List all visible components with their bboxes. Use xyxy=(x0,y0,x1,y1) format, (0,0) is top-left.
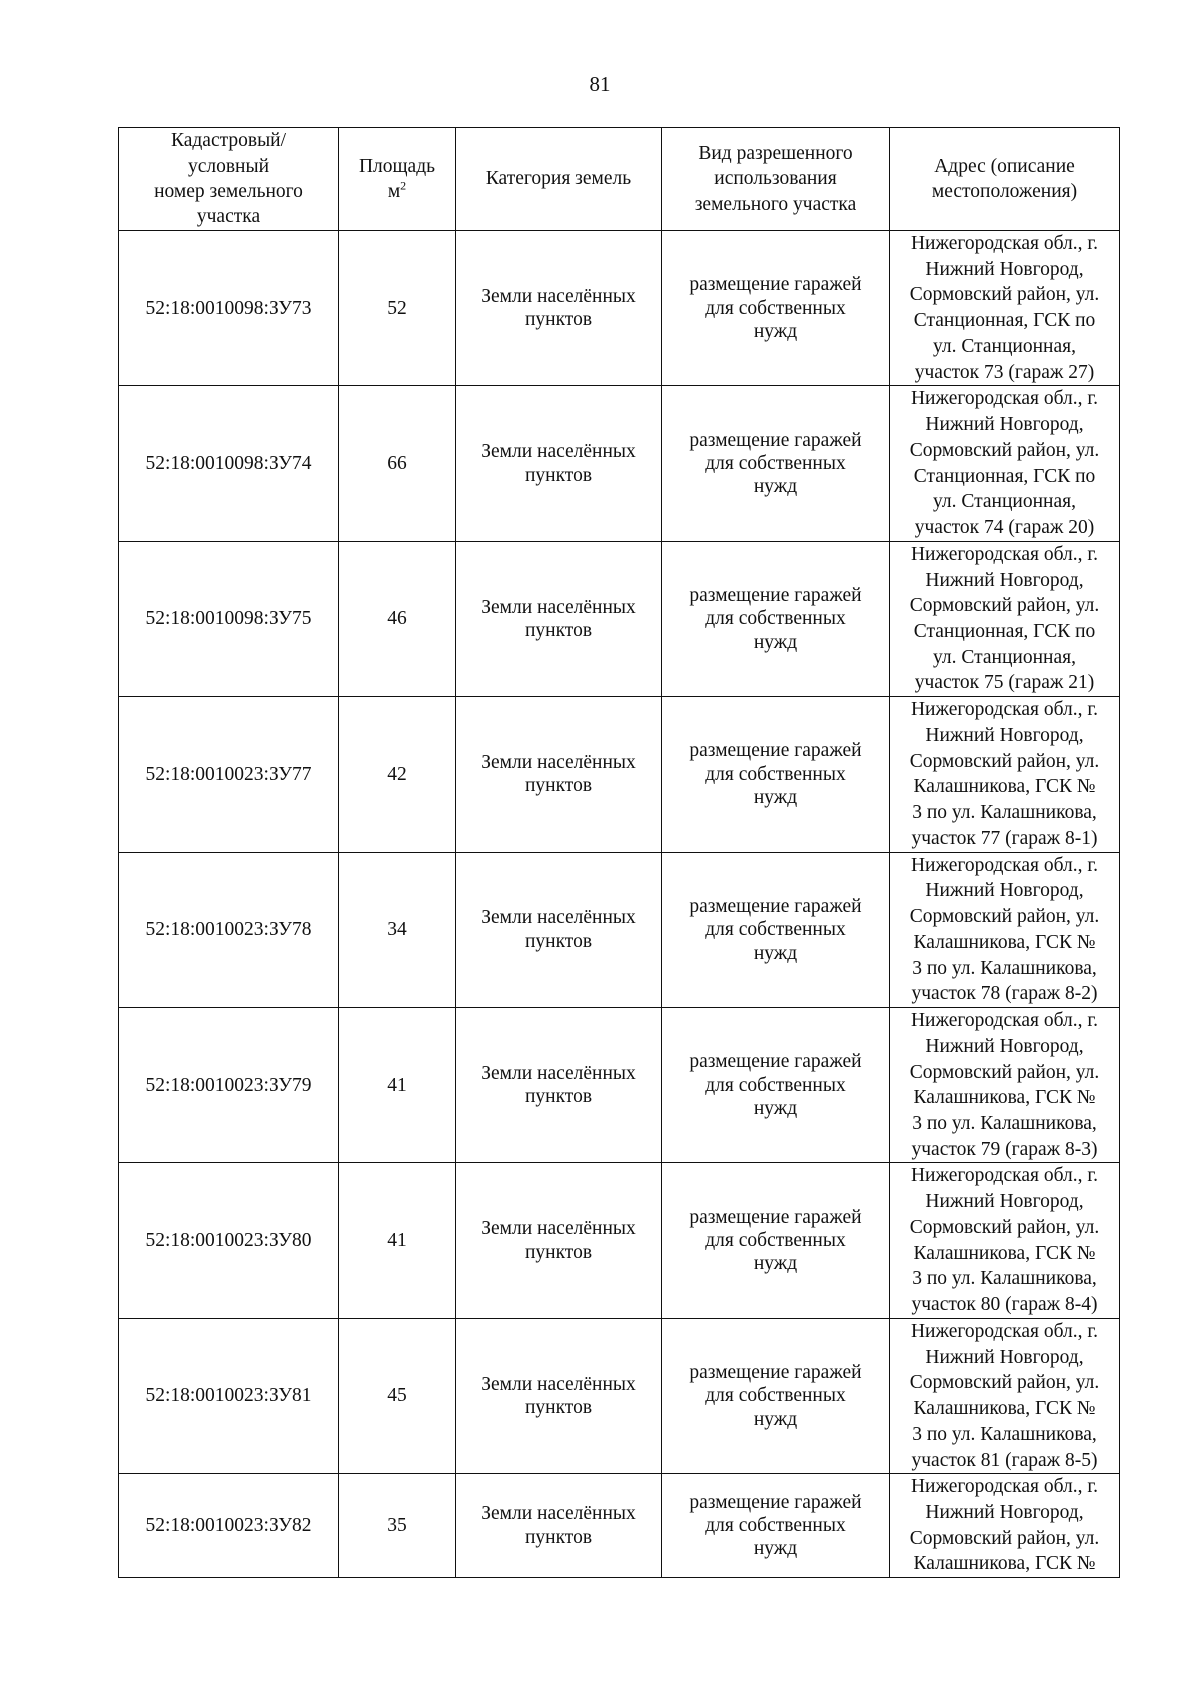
address-cell: Нижегородская обл., г. Нижний Новгород, Сормовский район, ул. Калашникова, ГСК № 3 по ул. Калашникова, участок 78 (гараж 8-2) xyxy=(890,852,1120,1007)
header-land-category: Категория земель xyxy=(456,128,662,231)
table-row xyxy=(119,1163,1120,1318)
permitted-use-cell: размещение гаражей для собственных нужд xyxy=(662,852,890,1007)
land-plots-table xyxy=(118,127,1120,1578)
table-body xyxy=(119,231,1120,1578)
cadastral-number-cell: 52:18:0010023:ЗУ79 xyxy=(119,1008,339,1163)
cadastral-number-cell: 52:18:0010023:ЗУ81 xyxy=(119,1318,339,1473)
area-cell: 41 xyxy=(339,1008,456,1163)
address-cell: Нижегородская обл., г. Нижний Новгород, Сормовский район, ул. Калашникова, ГСК № 3 по ул. Калашникова, участок 81 (гараж 8-5) xyxy=(890,1318,1120,1473)
land-category-cell: Земли населённых пунктов xyxy=(456,386,662,541)
permitted-use-cell: размещение гаражей для собственных нужд xyxy=(662,1474,890,1578)
cadastral-number-cell: 52:18:0010023:ЗУ80 xyxy=(119,1163,339,1318)
cadastral-number-cell: 52:18:0010023:ЗУ78 xyxy=(119,852,339,1007)
address-cell: Нижегородская обл., г. Нижний Новгород, Сормовский район, ул. Станционная, ГСК по ул. Станционная, участок 75 (гараж 21) xyxy=(890,541,1120,696)
address-cell: Нижегородская обл., г. Нижний Новгород, Сормовский район, ул. Станционная, ГСК по ул. Станционная, участок 73 (гараж 27) xyxy=(890,231,1120,386)
address-cell: Нижегородская обл., г. Нижний Новгород, Сормовский район, ул. Калашникова, ГСК № 3 по ул. Калашникова, участок 79 (гараж 8-3) xyxy=(890,1008,1120,1163)
cadastral-number-cell: 52:18:0010023:ЗУ82 xyxy=(119,1474,339,1578)
table-row xyxy=(119,1008,1120,1163)
cadastral-number-cell: 52:18:0010023:ЗУ77 xyxy=(119,697,339,852)
table-row xyxy=(119,697,1120,852)
permitted-use-cell: размещение гаражей для собственных нужд xyxy=(662,231,890,386)
area-cell: 35 xyxy=(339,1474,456,1578)
permitted-use-cell: размещение гаражей для собственных нужд xyxy=(662,386,890,541)
table-row xyxy=(119,541,1120,696)
address-cell: Нижегородская обл., г. Нижний Новгород, Сормовский район, ул. Калашникова, ГСК № 3 по ул. Калашникова, участок 77 (гараж 8-1) xyxy=(890,697,1120,852)
address-cell: Нижегородская обл., г. Нижний Новгород, Сормовский район, ул. Калашникова, ГСК № 3 по ул. Калашникова, участок 80 (гараж 8-4) xyxy=(890,1163,1120,1318)
permitted-use-cell: размещение гаражей для собственных нужд xyxy=(662,1163,890,1318)
table-row xyxy=(119,1474,1120,1578)
area-cell: 46 xyxy=(339,541,456,696)
area-cell: 42 xyxy=(339,697,456,852)
address-cell: Нижегородская обл., г. Нижний Новгород, Сормовский район, ул. Калашникова, ГСК № xyxy=(890,1474,1120,1578)
land-category-cell: Земли населённых пунктов xyxy=(456,697,662,852)
cadastral-number-cell: 52:18:0010098:ЗУ73 xyxy=(119,231,339,386)
header-cadastral-number: Кадастровый/ условный номер земельного участка xyxy=(119,128,339,231)
land-category-cell: Земли населённых пунктов xyxy=(456,1318,662,1473)
page-number: 81 xyxy=(589,72,611,96)
permitted-use-cell: размещение гаражей для собственных нужд xyxy=(662,697,890,852)
permitted-use-cell: размещение гаражей для собственных нужд xyxy=(662,1318,890,1473)
table-row xyxy=(119,1318,1120,1473)
address-cell: Нижегородская обл., г. Нижний Новгород, Сормовский район, ул. Станционная, ГСК по ул. Станционная, участок 74 (гараж 20) xyxy=(890,386,1120,541)
land-category-cell: Земли населённых пунктов xyxy=(456,1008,662,1163)
area-cell: 66 xyxy=(339,386,456,541)
area-cell: 41 xyxy=(339,1163,456,1318)
cadastral-number-cell: 52:18:0010098:ЗУ75 xyxy=(119,541,339,696)
cadastral-number-cell: 52:18:0010098:ЗУ74 xyxy=(119,386,339,541)
land-category-cell: Земли населённых пунктов xyxy=(456,852,662,1007)
table-row xyxy=(119,852,1120,1007)
area-cell: 52 xyxy=(339,231,456,386)
area-unit: $м^2$ xyxy=(387,178,407,202)
land-category-cell: Земли населённых пунктов xyxy=(456,1163,662,1318)
land-category-cell: Земли населённых пунктов xyxy=(456,231,662,386)
land-category-cell: Земли населённых пунктов xyxy=(456,1474,662,1578)
permitted-use-cell: размещение гаражей для собственных нужд xyxy=(662,1008,890,1163)
area-cell: 34 xyxy=(339,852,456,1007)
header-address: Адрес (описание местоположения) xyxy=(890,128,1120,231)
header-permitted-use: Вид разрешенного использования земельного участка xyxy=(662,128,890,231)
table-row xyxy=(119,231,1120,386)
land-category-cell: Земли населённых пунктов xyxy=(456,541,662,696)
area-cell: 45 xyxy=(339,1318,456,1473)
permitted-use-cell: размещение гаражей для собственных нужд xyxy=(662,541,890,696)
table-row xyxy=(119,386,1120,541)
header-area: Площадь $м^2$ xyxy=(339,128,456,231)
table-header xyxy=(119,128,1120,231)
header-row xyxy=(119,128,1120,231)
